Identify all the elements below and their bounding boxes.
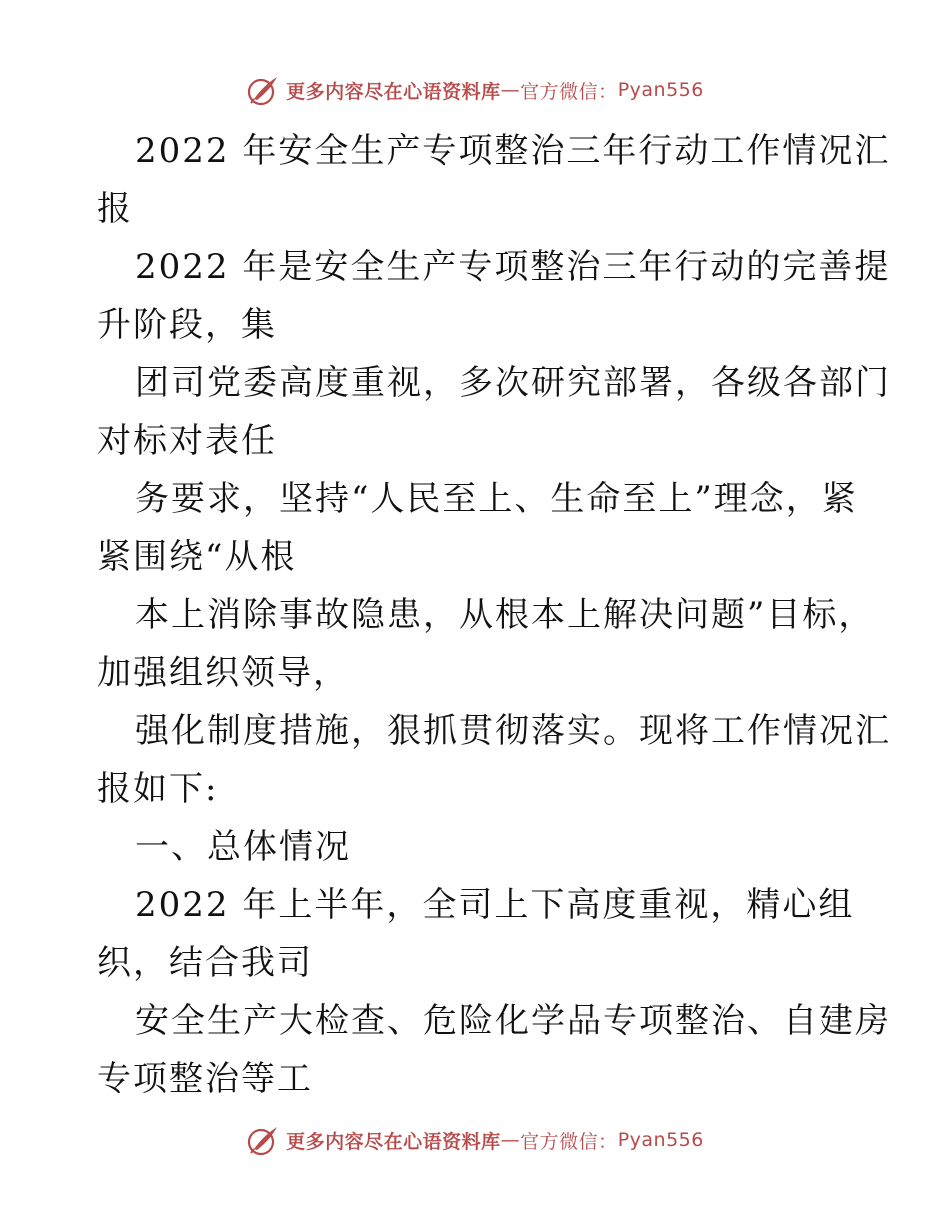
document-body bbox=[97, 122, 891, 1108]
paragraph-line: 2022 年上半年，全司上下高度重视，精心组 bbox=[135, 885, 855, 925]
paragraph-line: 安全生产大检查、危险化学品专项整治、自建房 bbox=[135, 1001, 891, 1041]
footer-watermark bbox=[0, 1120, 950, 1160]
section-heading: 一、总体情况 bbox=[135, 827, 351, 867]
paragraph-line: 对标对表任 bbox=[97, 421, 277, 461]
banner-dash: — bbox=[500, 1129, 521, 1151]
site-name: 更多内容尽在心语资料库 bbox=[286, 1130, 501, 1153]
paragraph-line: 报如下: bbox=[97, 769, 219, 809]
quill-pen-logo-icon bbox=[246, 1123, 280, 1157]
paragraph-line: 紧围绕“从根 bbox=[97, 537, 297, 577]
paragraph-line: 本上消除事故隐患，从根本上解决问题”目标， bbox=[135, 595, 875, 635]
paragraph-line: 强化制度措施，狠抓贯彻落实。现将工作情况汇 bbox=[135, 711, 891, 751]
doc-title-cont: 报 bbox=[97, 189, 133, 229]
wechat-id: Pyan556 bbox=[617, 1129, 704, 1151]
official-label: 官方微信： bbox=[520, 1130, 618, 1153]
wechat-id: Pyan556 bbox=[617, 79, 704, 101]
paragraph-line: 2022 年是安全生产专项整治三年行动的完善提 bbox=[135, 247, 891, 287]
paragraph-line: 加强组织领导， bbox=[97, 653, 349, 693]
header-watermark bbox=[0, 70, 950, 110]
site-name: 更多内容尽在心语资料库 bbox=[286, 80, 501, 103]
banner-dash: — bbox=[500, 79, 521, 101]
paragraph-line: 务要求，坚持“人民至上、生命至上”理念，紧 bbox=[135, 479, 858, 519]
quill-pen-logo-icon bbox=[246, 73, 280, 107]
paragraph-line: 专项整治等工 bbox=[97, 1059, 313, 1099]
paragraph-line: 升阶段，集 bbox=[97, 305, 277, 345]
paragraph-line: 织，结合我司 bbox=[97, 943, 313, 983]
official-label: 官方微信： bbox=[520, 80, 618, 103]
doc-title: 2022 年安全生产专项整治三年行动工作情况汇 bbox=[135, 131, 891, 171]
paragraph-line: 团司党委高度重视，多次研究部署，各级各部门 bbox=[135, 363, 891, 403]
